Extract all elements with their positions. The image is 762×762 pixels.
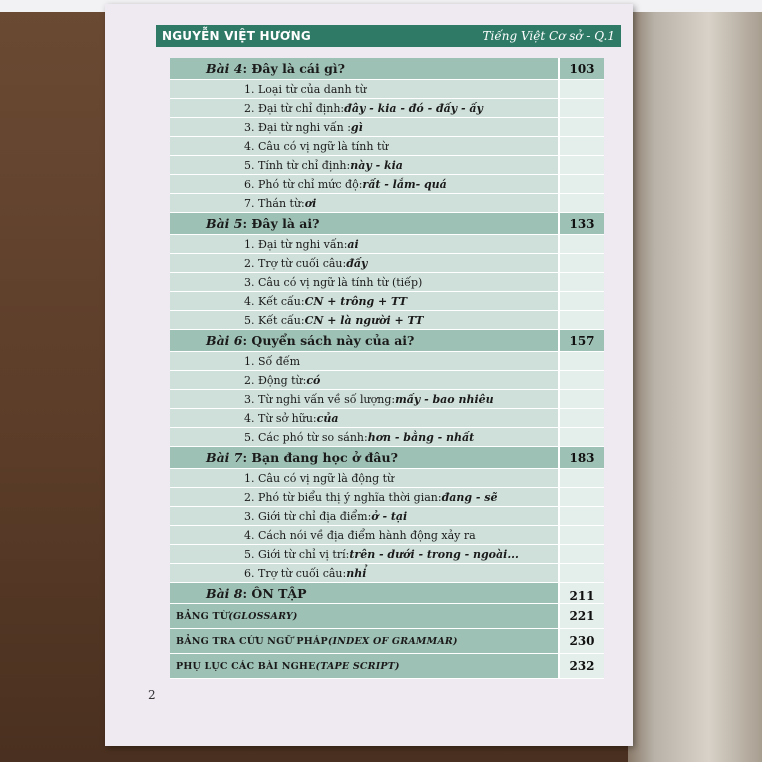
running-header	[156, 25, 621, 47]
toc-sub-row[interactable]	[170, 292, 604, 311]
toc-sub-row[interactable]	[170, 235, 604, 254]
lesson-label: Bài 8	[206, 585, 243, 601]
lesson-label: Bài 5	[206, 216, 243, 231]
sub-text: 3. Câu có vị ngữ là tính từ (tiếp)	[244, 275, 423, 289]
toc-sub-row[interactable]	[170, 507, 604, 526]
sub-text: 4. Cách nói về địa điểm hành động xảy ra	[244, 528, 476, 542]
table-of-contents	[170, 58, 604, 678]
sub-emph: rất - lắm- quá	[362, 177, 447, 191]
toc-lesson-row[interactable]	[170, 583, 604, 604]
toc-appendix-row[interactable]	[170, 604, 604, 629]
toc-sub-row[interactable]	[170, 564, 604, 583]
sub-emph: ở - tại	[371, 509, 408, 523]
book-spine	[628, 0, 762, 762]
sub-text: 3. Từ nghi vấn về số lượng:	[244, 392, 396, 406]
toc-sub-row[interactable]	[170, 311, 604, 330]
sub-text: 7. Thán từ:	[244, 196, 305, 210]
sub-emph: CN + trông + TT	[304, 294, 408, 308]
toc-page-number: 157	[558, 330, 604, 351]
toc-sub-row[interactable]	[170, 469, 604, 488]
toc-sub-row[interactable]	[170, 526, 604, 545]
sub-text: 1. Loại từ của danh từ	[244, 82, 367, 96]
sub-text: 2. Phó từ biểu thị ý nghĩa thời gian:	[244, 490, 442, 504]
toc-sub-row[interactable]	[170, 390, 604, 409]
sub-text: 6. Phó từ chỉ mức độ:	[244, 177, 363, 191]
toc-page-number: 211	[558, 583, 604, 603]
lesson-title: : Đây là cái gì?	[242, 61, 345, 76]
sub-text: 5. Giới từ chỉ vị trí:	[244, 547, 350, 561]
toc-sub-row[interactable]	[170, 194, 604, 213]
sub-emph: ơi	[304, 196, 317, 210]
toc-sub-row[interactable]	[170, 545, 604, 564]
sub-text: 4. Kết cấu:	[244, 294, 305, 308]
lesson-label: Bài 7	[206, 450, 243, 465]
toc-page-number: 232	[558, 654, 604, 678]
toc-sub-row[interactable]	[170, 352, 604, 371]
toc-appendix-row[interactable]	[170, 629, 604, 654]
appendix-text: BẢNG TRA CỨU NGỮ PHÁP	[176, 635, 328, 647]
sub-text: 5. Kết cấu:	[244, 313, 305, 327]
page-number: 2	[148, 688, 156, 702]
sub-emph: hơn - bằng - nhất	[367, 430, 475, 444]
sub-emph: của	[316, 411, 339, 425]
lesson-title: : ÔN TẬP	[242, 585, 307, 601]
sub-emph: có	[306, 373, 321, 387]
sub-text: 4. Từ sở hữu:	[244, 411, 317, 425]
lesson-title: : Đây là ai?	[242, 216, 320, 231]
toc-appendix-row[interactable]	[170, 654, 604, 679]
toc-page-number: 103	[558, 58, 604, 79]
appendix-emph: (GLOSSARY)	[228, 610, 298, 622]
toc-page-number: 133	[558, 213, 604, 234]
sub-text: 1. Đại từ nghi vấn:	[244, 237, 348, 251]
toc-sub-row[interactable]	[170, 488, 604, 507]
toc-page-number: 221	[558, 604, 604, 628]
lesson-title: : Quyển sách này của ai?	[242, 333, 415, 348]
header-series: Tiếng Việt Cơ sở - Q.1	[482, 29, 615, 43]
header-author: NGUYỄN VIỆT HƯƠNG	[162, 29, 311, 43]
sub-text: 2. Trợ từ cuối câu:	[244, 256, 347, 270]
sub-text: 2. Động từ:	[244, 373, 307, 387]
sub-emph: đây - kia - đó - đấy - ấy	[344, 101, 483, 115]
lesson-title: : Bạn đang học ở đâu?	[242, 450, 398, 465]
sub-text: 1. Số đếm	[244, 354, 300, 368]
toc-sub-row[interactable]	[170, 118, 604, 137]
sub-emph: trên - dưới - trong - ngoài...	[349, 547, 519, 561]
lesson-label: Bài 4	[206, 61, 243, 76]
toc-sub-row[interactable]	[170, 273, 604, 292]
sub-text: 1. Câu có vị ngữ là động từ	[244, 471, 395, 485]
sub-emph: ai	[347, 237, 359, 251]
toc-sub-row[interactable]	[170, 409, 604, 428]
sub-text: 3. Đại từ nghi vấn :	[244, 120, 351, 134]
sub-emph: đấy	[346, 256, 368, 270]
sub-text: 3. Giới từ chỉ địa điểm:	[244, 509, 372, 523]
appendix-emph: (TAPE SCRIPT)	[315, 660, 400, 672]
sub-text: 4. Câu có vị ngữ là tính từ	[244, 139, 389, 153]
sub-text: 2. Đại từ chỉ định:	[244, 101, 345, 115]
toc-lesson-row[interactable]	[170, 213, 604, 235]
toc-lesson-row[interactable]	[170, 58, 604, 80]
sub-emph: đang - sẽ	[441, 490, 498, 504]
sub-emph: gì	[350, 120, 363, 134]
appendix-text: PHỤ LỤC CÁC BÀI NGHE	[176, 660, 316, 672]
toc-sub-row[interactable]	[170, 156, 604, 175]
sub-emph: này - kia	[350, 158, 403, 172]
toc-lesson-row[interactable]	[170, 330, 604, 352]
toc-page-number: 230	[558, 629, 604, 653]
toc-sub-row[interactable]	[170, 254, 604, 273]
sub-emph: CN + là người + TT	[304, 313, 424, 327]
toc-sub-row[interactable]	[170, 99, 604, 118]
sub-text: 5. Tính từ chỉ định:	[244, 158, 351, 172]
toc-page-number: 183	[558, 447, 604, 468]
appendix-emph: (INDEX OF GRAMMAR)	[327, 635, 458, 647]
toc-sub-row[interactable]	[170, 175, 604, 194]
toc-sub-row[interactable]	[170, 137, 604, 156]
appendix-text: BẢNG TỪ	[176, 610, 229, 622]
toc-sub-row[interactable]	[170, 80, 604, 99]
sub-text: 5. Các phó từ so sánh:	[244, 430, 368, 444]
sub-emph: mấy - bao nhiêu	[395, 392, 494, 406]
toc-sub-row[interactable]	[170, 371, 604, 390]
toc-lesson-row[interactable]	[170, 447, 604, 469]
lesson-label: Bài 6	[206, 333, 243, 348]
toc-sub-row[interactable]	[170, 428, 604, 447]
sub-text: 6. Trợ từ cuối câu:	[244, 566, 347, 580]
sub-emph: nhỉ	[346, 566, 367, 580]
